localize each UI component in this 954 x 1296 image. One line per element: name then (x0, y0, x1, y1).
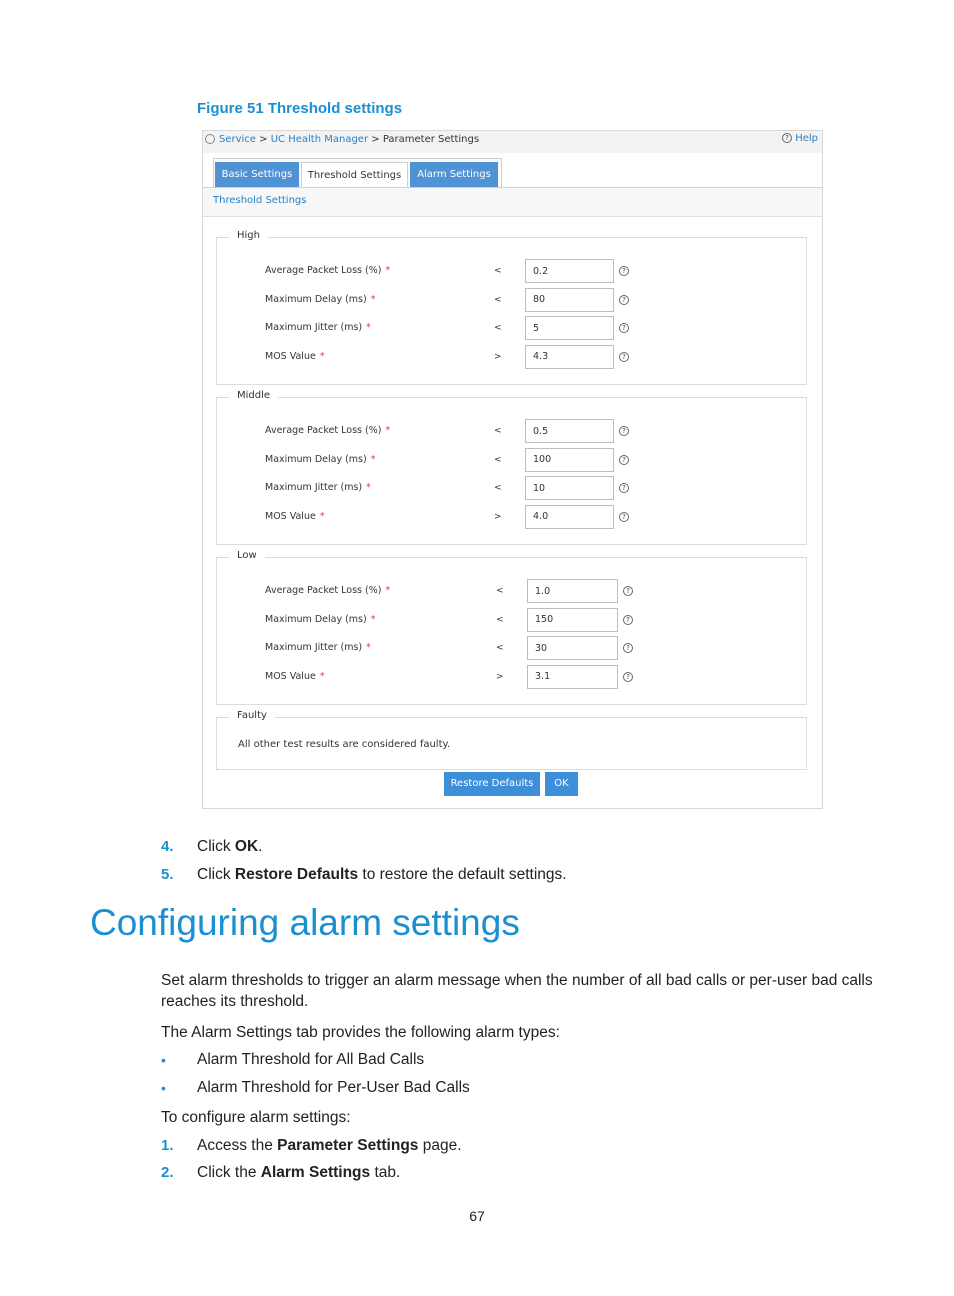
threshold-input[interactable] (527, 579, 618, 603)
bullet-item: Alarm Threshold for All Bad Calls (197, 1051, 425, 1068)
breadcrumb-current: Parameter Settings (382, 134, 480, 145)
threshold-input[interactable] (527, 608, 618, 632)
help-question-icon[interactable]: ? (619, 455, 629, 465)
threshold-settings-screenshot (202, 130, 823, 809)
threshold-label (265, 425, 390, 436)
help-link[interactable] (782, 133, 818, 144)
threshold-label (265, 351, 325, 362)
ok-button[interactable]: OK (545, 772, 578, 796)
fieldset-legend: Middle (229, 390, 278, 401)
step-number: 5. (161, 866, 174, 883)
required-marker: * (366, 482, 371, 493)
comparison-operator: < (496, 614, 504, 625)
threshold-input[interactable] (525, 505, 614, 529)
required-marker: * (370, 293, 376, 305)
comparison-operator: > (494, 351, 502, 362)
comparison-operator: < (496, 643, 504, 653)
required-marker: * (319, 350, 325, 362)
threshold-input[interactable] (525, 316, 614, 340)
threshold-label (265, 294, 375, 305)
label-text: MOS Value (265, 350, 316, 362)
step-text: Click OK. (197, 838, 263, 855)
help-label: Help (795, 133, 818, 144)
label-text: Maximum Jitter (ms) (265, 482, 363, 493)
comparison-operator: < (494, 426, 502, 436)
fieldset-middle (216, 390, 807, 545)
help-question-icon[interactable]: ? (619, 266, 629, 276)
label-text: MOS Value (265, 670, 316, 682)
faulty-legend: Faulty (229, 710, 275, 721)
comparison-operator: < (494, 294, 502, 305)
help-question-icon[interactable]: ? (619, 483, 629, 493)
threshold-input[interactable] (525, 345, 614, 369)
panel-title: Threshold Settings (213, 195, 307, 206)
service-gear-icon (205, 134, 215, 144)
step-number: 1. (161, 1137, 174, 1154)
threshold-input[interactable] (527, 636, 618, 660)
help-question-icon[interactable]: ? (619, 352, 629, 362)
threshold-input[interactable] (525, 419, 614, 443)
help-question-icon[interactable]: ? (623, 672, 633, 682)
bullet-item: Alarm Threshold for Per-User Bad Calls (197, 1079, 470, 1096)
threshold-input[interactable] (527, 665, 618, 689)
threshold-label (265, 614, 375, 625)
tab-alarm-settings[interactable]: Alarm Settings (410, 162, 498, 187)
help-question-icon[interactable]: ? (619, 512, 629, 522)
breadcrumb-service-link[interactable]: Service (219, 134, 256, 145)
step-number: 2. (161, 1164, 174, 1181)
label-text: Average Packet Loss (%) (265, 265, 382, 276)
label-text: Maximum Jitter (ms) (265, 322, 363, 333)
fieldset-legend: Low (229, 550, 265, 561)
label-text: Maximum Jitter (ms) (265, 642, 363, 653)
threshold-label (265, 511, 325, 522)
threshold-label (265, 482, 371, 493)
required-marker: * (319, 670, 325, 682)
breadcrumb-separator: > (259, 134, 268, 145)
page-number: 67 (469, 1208, 485, 1224)
threshold-label (265, 322, 371, 333)
section-heading: Configuring alarm settings (90, 902, 520, 943)
faulty-description: All other test results are considered faulty. (238, 739, 451, 750)
help-question-icon[interactable]: ? (619, 295, 629, 305)
breadcrumb (219, 134, 479, 145)
help-question-icon[interactable]: ? (619, 323, 629, 333)
fieldset-high (216, 230, 807, 385)
threshold-input[interactable] (525, 288, 614, 312)
breadcrumb-separator: > (371, 134, 380, 145)
threshold-label (265, 671, 325, 682)
required-marker: * (370, 613, 376, 625)
fieldset-low (216, 550, 807, 705)
label-text: Maximum Delay (ms) (265, 613, 367, 625)
panel-header (203, 188, 822, 217)
required-marker: * (319, 510, 325, 522)
label-text: Maximum Delay (ms) (265, 293, 367, 305)
label-text: Average Packet Loss (%) (265, 585, 382, 596)
required-marker: * (385, 585, 391, 596)
threshold-label (265, 642, 371, 653)
restore-defaults-button[interactable]: Restore Defaults (444, 772, 540, 796)
threshold-label (265, 585, 390, 596)
threshold-input[interactable] (525, 476, 614, 500)
breadcrumb-bar (203, 131, 822, 153)
intro-paragraph-line1: Set alarm thresholds to trigger an alarm message when the number of all bad calls or per-user bad calls (161, 972, 873, 989)
step-text: Click Restore Defaults to restore the default settings. (197, 866, 567, 883)
intro-paragraph-line2: reaches its threshold. (161, 993, 309, 1010)
label-text: Average Packet Loss (%) (265, 425, 382, 436)
threshold-label (265, 454, 375, 465)
alarm-types-paragraph: The Alarm Settings tab provides the following alarm types: (161, 1024, 560, 1041)
required-marker: * (370, 453, 376, 465)
bullet-marker: • (161, 1052, 166, 1068)
step-text: Access the Parameter Settings page. (197, 1137, 462, 1154)
label-text: MOS Value (265, 510, 316, 522)
required-marker: * (366, 322, 371, 333)
faulty-fieldset (216, 710, 807, 770)
figure-caption: Figure 51 Threshold settings (197, 100, 403, 117)
comparison-operator: < (496, 586, 504, 596)
required-marker: * (385, 265, 391, 276)
step-text: Click the Alarm Settings tab. (197, 1164, 401, 1181)
tab-threshold-settings[interactable]: Threshold Settings (301, 162, 408, 187)
help-question-icon[interactable]: ? (623, 643, 633, 653)
comparison-operator: < (494, 454, 502, 465)
comparison-operator: < (494, 323, 502, 333)
help-icon: ? (782, 133, 792, 143)
comparison-operator: > (496, 671, 504, 682)
comparison-operator: < (494, 483, 502, 493)
configure-paragraph: To configure alarm settings: (161, 1109, 351, 1126)
tab-basic-settings[interactable]: Basic Settings (215, 162, 299, 187)
fieldset-legend: High (229, 230, 268, 241)
comparison-operator: > (494, 511, 502, 522)
required-marker: * (385, 425, 391, 436)
help-question-icon[interactable]: ? (619, 426, 629, 436)
bullet-marker: • (161, 1080, 166, 1096)
threshold-label (265, 265, 390, 276)
threshold-input[interactable] (525, 448, 614, 472)
step-number: 4. (161, 838, 174, 855)
comparison-operator: < (494, 266, 502, 276)
help-question-icon[interactable]: ? (623, 586, 633, 596)
required-marker: * (366, 642, 371, 653)
label-text: Maximum Delay (ms) (265, 453, 367, 465)
help-question-icon[interactable]: ? (623, 615, 633, 625)
breadcrumb-uc-health-link[interactable]: UC Health Manager (270, 134, 369, 145)
threshold-input[interactable] (525, 259, 614, 283)
